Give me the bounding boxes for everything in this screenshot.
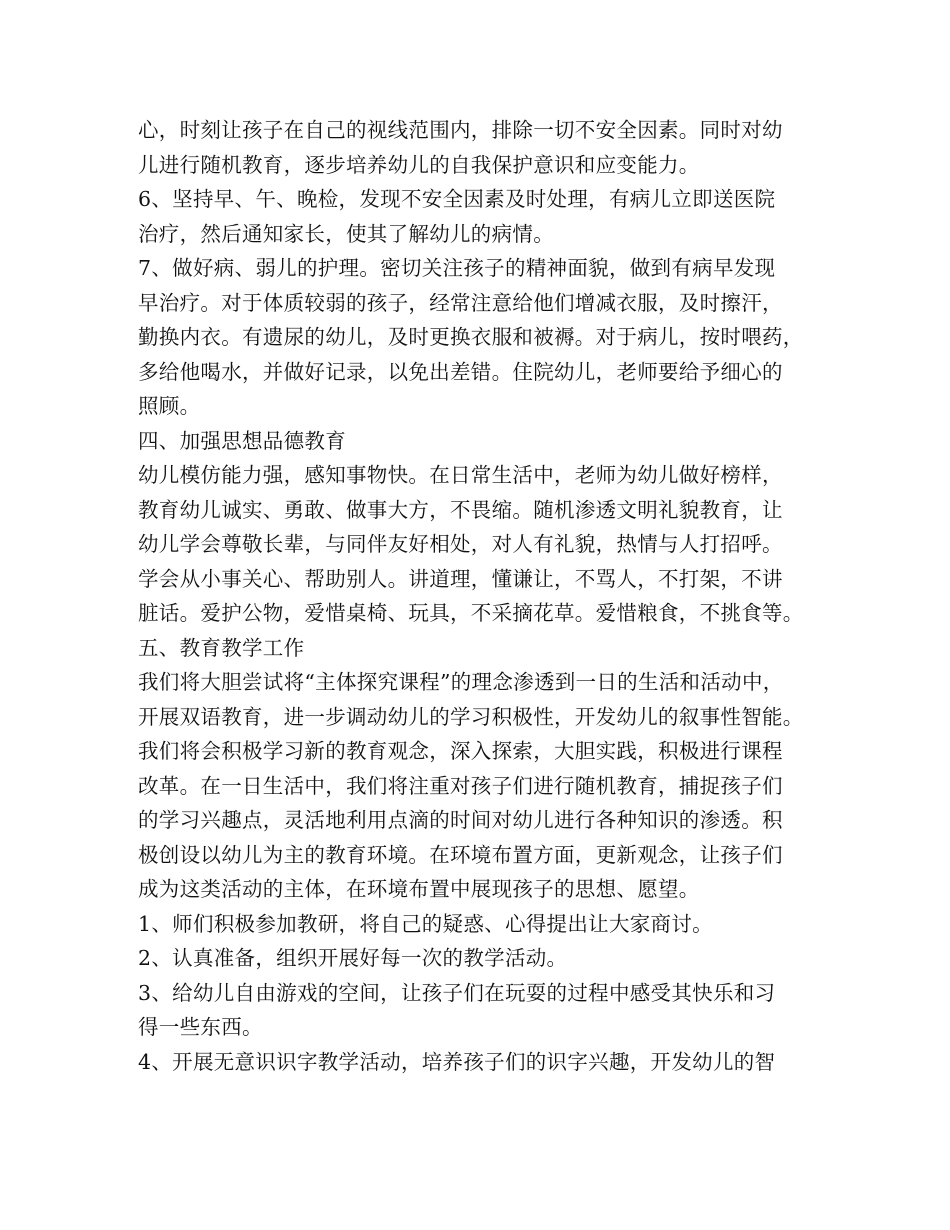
text-line: 7、做好病、弱儿的护理。密切关注孩子的精神面貌，做到有病早发现 (138, 256, 776, 280)
text-line: 开展双语教育，进一步调动幼儿的学习积极性，开发幼儿的叙事性智能。 (138, 704, 804, 729)
text-line: 成为这类活动的主体，在环境布置中展现孩子的思想、愿望。 (138, 877, 700, 901)
text-line: 极创设以幼儿为主的教育环境。在环境布置方面，更新观念，让孩子们 (138, 842, 783, 867)
list-item: 3、给幼儿自由游戏的空间，让孩子们在玩耍的过程中感受其快乐和习 (138, 980, 776, 1005)
text-line: 得一些东西。 (138, 1015, 263, 1039)
text-line: 心，时刻让孩子在自己的视线范围内，排除一切不安全因素。同时对幼 (138, 118, 783, 142)
text-line: 照顾。 (138, 394, 201, 418)
text-line: 教育幼儿诚实、勇敢、做事大方，不畏缩。随机渗透文明礼貌教育，让 (138, 497, 783, 522)
text-line: 幼儿模仿能力强，感知事物快。在日常生活中，老师为幼儿做好榜样， (138, 463, 783, 487)
text-line: 6、坚持早、午、晚检，发现不安全因素及时处理，有病儿立即送医院 (138, 187, 776, 211)
text-line: 勤换内衣。有遗尿的幼儿，及时更换衣服和被褥。对于病儿，按时喂药， (138, 325, 804, 349)
text-line: 幼儿学会尊敬长辈，与同伴友好相处，对人有礼貌，热情与人打招呼。 (138, 532, 783, 556)
text-line: 多给他喝水，并做好记录，以免出差错。住院幼儿，老师要给予细心的 (138, 359, 783, 384)
text-line: 的学习兴趣点，灵活地利用点滴的时间对幼儿进行各种知识的渗透。积 (138, 808, 783, 832)
text-line: 脏话。爱护公物，爱惜桌椅、玩具，不采摘花草。爱惜粮食，不挑食等。 (138, 601, 804, 625)
document-body (138, 113, 838, 1079)
text-line: 儿进行随机教育，逐步培养幼儿的自我保护意识和应变能力。 (138, 152, 700, 177)
text-line: 早治疗。对于体质较弱的孩子，经常注意给他们增减衣服，及时擦汗， (138, 290, 783, 315)
text-line: 我们将大胆尝试将“主体探究课程”的理念渗透到一日的生活和活动中， (138, 670, 784, 694)
text-line: 学会从小事关心、帮助别人。讲道理，懂谦让，不骂人，不打架，不讲 (138, 566, 783, 591)
section-heading: 四、加强思想品德教育 (138, 428, 346, 453)
text-line: 治疗，然后通知家长，使其了解幼儿的病情。 (138, 221, 554, 246)
list-item: 4、开展无意识识字教学活动，培养孩子们的识字兴趣，开发幼儿的智 (138, 1049, 776, 1074)
list-item: 2、认真准备，组织开展好每一次的教学活动。 (138, 946, 568, 970)
section-heading: 五、教育教学工作 (138, 635, 305, 660)
text-line: 我们将会积极学习新的教育观念，深入探索，大胆实践，积极进行课程 (138, 739, 783, 763)
text-line: 改革。在一日生活中，我们将注重对孩子们进行随机教育，捕捉孩子们 (138, 773, 783, 798)
list-item: 1、师们积极参加教研，将自己的疑惑、心得提出让大家商讨。 (138, 911, 713, 936)
